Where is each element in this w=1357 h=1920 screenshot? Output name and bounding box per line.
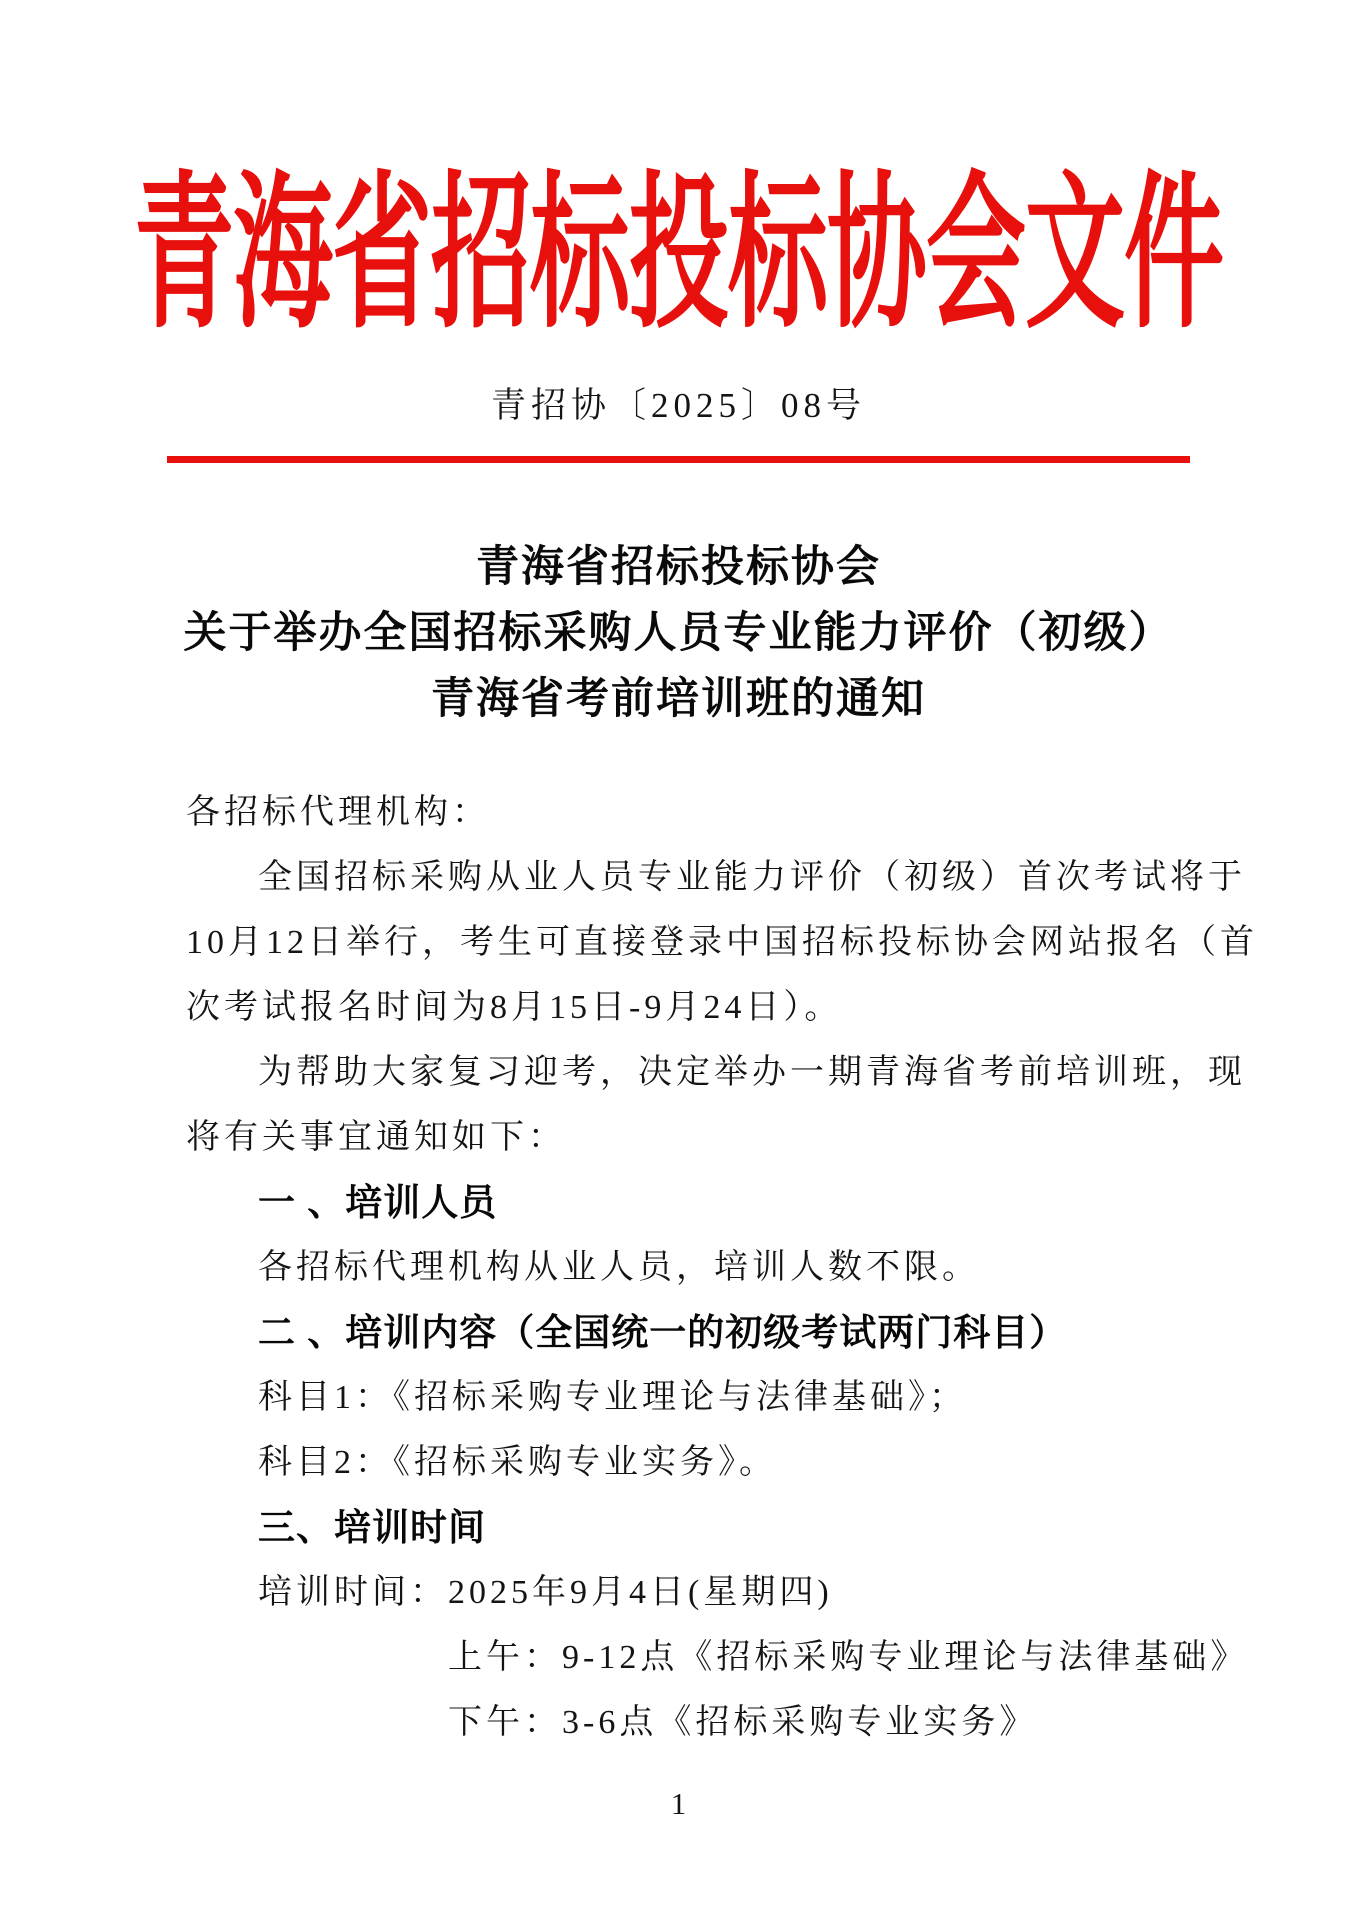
document-title [0,534,1357,732]
section-heading-1: 一 、培训人员 [258,1182,498,1223]
document-number: 青招协〔2025〕08号 [490,386,866,425]
body-line: 次考试报名时间为8月15日-9月24日）。 [186,989,843,1026]
body-line: 上午：9-12点《招标采购专业理论与法律基础》 [448,1639,1249,1676]
page-number: 1 [670,1786,687,1821]
body-line: 10月12日举行，考生可直接登录中国招标投标协会网站报名（首 [186,924,1258,961]
document-body [186,780,1258,1755]
body-line: 全国招标采购从业人员专业能力评价（初级）首次考试将于 [258,859,1246,896]
salutation-line: 各招标代理机构： [186,794,490,831]
body-line: 科目2：《招标采购专业实务》。 [258,1444,777,1481]
body-line: 下午：3-6点《招标采购专业实务》 [448,1704,1038,1741]
letterhead [0,161,1357,349]
body-line: 将有关事宜通知如下： [186,1119,566,1156]
red-divider-rule [167,456,1190,463]
body-line: 科目1：《招标采购专业理论与法律基础》； [258,1379,967,1416]
title-line-1: 青海省招标投标协会 [476,543,881,591]
body-line: 为帮助大家复习迎考，决定举办一期青海省考前培训班，现 [258,1054,1246,1091]
section-heading-3: 三、培训时间 [258,1507,486,1548]
letterhead-org-title: 青海省招标投标协会文件 [134,161,1223,349]
title-line-3: 青海省考前培训班的通知 [431,675,926,723]
body-line: 各招标代理机构从业人员，培训人数不限。 [258,1249,980,1286]
title-line-2: 关于举办全国招标采购人员专业能力评价（初级） [183,609,1174,657]
section-heading-2: 二 、培训内容（全国统一的初级考试两门科目） [258,1312,1068,1353]
body-line: 培训时间：2025年9月4日(星期四) [258,1574,833,1611]
